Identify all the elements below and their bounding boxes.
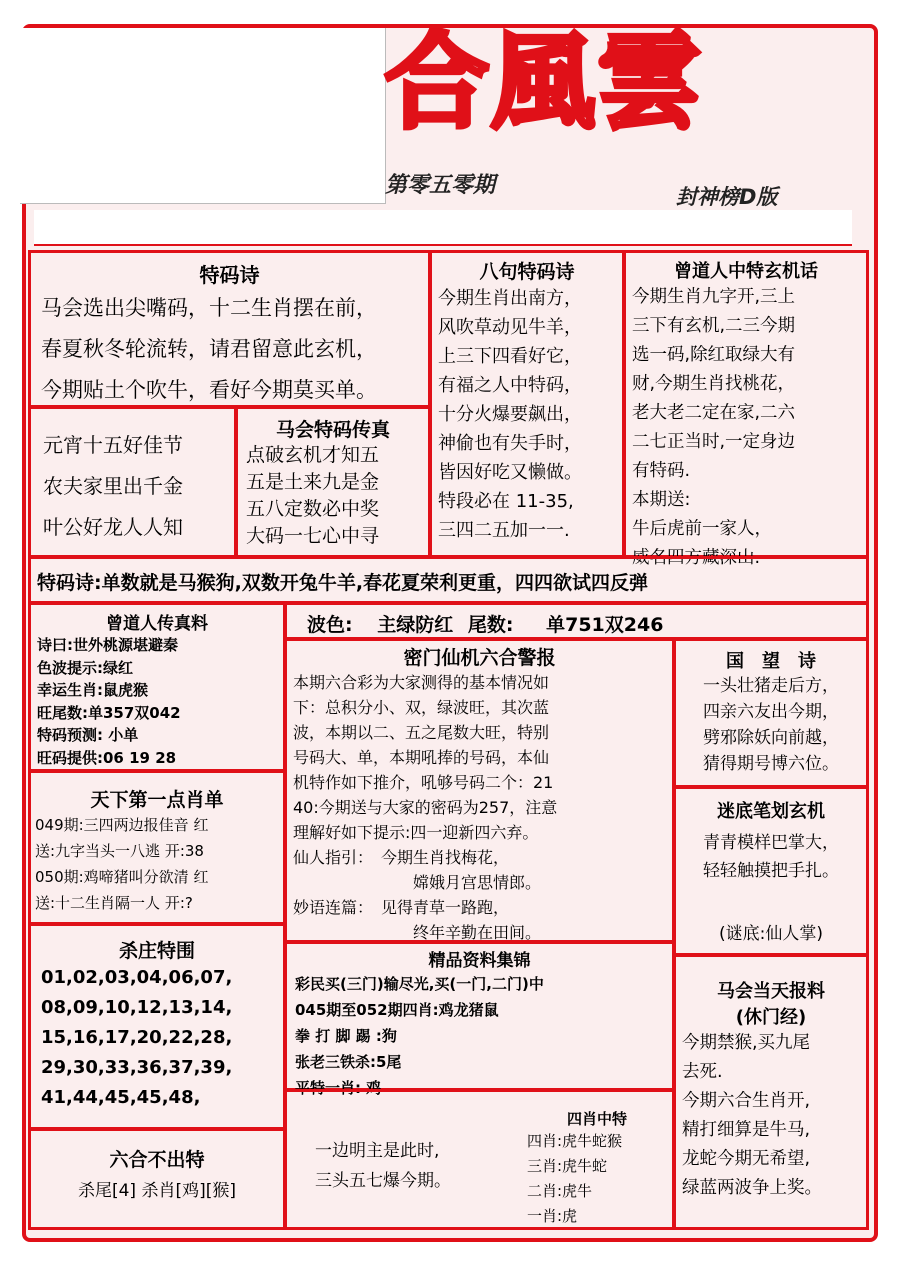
essence-line: 045期至052期四肖:鸡龙猪鼠 xyxy=(295,1001,499,1019)
zeng-daoren-words-line: 有特码. xyxy=(632,461,691,481)
essence-title: 精品资料集锦 xyxy=(428,951,531,971)
secret-gate-line: 本期六合彩为大家测得的基本情况如 xyxy=(293,673,550,692)
horse-report-line: 去死. xyxy=(682,1062,723,1082)
masthead-title: 合風雲 xyxy=(385,20,704,143)
kill-special-line: 08,09,10,12,13,14, xyxy=(41,997,233,1018)
essence-line: 平特一肖: 鸡 xyxy=(295,1079,382,1097)
bottom-poem-line: 三头五七爆今期。 xyxy=(315,1171,451,1191)
horse-fax-line: 五是土来九是金 xyxy=(246,471,380,493)
zeng-fax-line: 色波提示:绿红 xyxy=(37,658,133,677)
riddle-answer: (谜底:仙人掌) xyxy=(719,924,823,944)
eight-line-poem-line: 风吹草动见牛羊， xyxy=(438,317,582,338)
zeng-daoren-words-line: 今期生肖九字开,三上 xyxy=(632,287,796,307)
zeng-daoren-words-line: 老大老二定在家,二六 xyxy=(632,403,796,423)
national-poem-line: 四亲六友出今期， xyxy=(703,702,839,722)
eight-line-poem-line: 今期生肖出南方， xyxy=(438,288,582,309)
edition-label: 封神榜D版 xyxy=(676,185,778,209)
lantern-poem-box xyxy=(28,406,237,558)
zeng-daoren-words-line: 三下有玄机,二三今期 xyxy=(632,316,796,336)
verse-line: 终年辛勤在田间。 xyxy=(413,923,542,942)
special-poem-line: 今期贴土个吹牛，看好今期莫买单。 xyxy=(41,378,377,402)
riddle-title: 迷底笔划玄机 xyxy=(717,801,825,822)
four-zodiac-line: 一肖:虎 xyxy=(527,1207,578,1225)
riddle-line: 轻轻触摸把手扎。 xyxy=(703,861,839,881)
zeng-daoren-words-title: 曾道人中特玄机话 xyxy=(674,261,818,282)
essence-line: 彩民买(三门)输尽光,买(一门,二门)中 xyxy=(295,975,544,993)
eight-line-poem-box xyxy=(429,250,625,558)
lantern-poem-line: 叶公好龙人人知 xyxy=(43,515,183,539)
secret-gate-line: 40:今期送与大家的密码为257，注意 xyxy=(293,798,558,817)
horse-fax-title: 马会特码传真 xyxy=(275,419,390,441)
eight-line-poem-line: 有福之人中特码， xyxy=(438,375,582,396)
zeng-daoren-send-label: 本期送: xyxy=(632,490,691,510)
wave-color-box xyxy=(284,602,869,640)
secret-gate-box xyxy=(284,638,675,943)
horse-fax-line: 五八定数必中奖 xyxy=(246,498,380,520)
horse-report-subtitle: (休门经) xyxy=(735,1007,807,1028)
no-special-line: 杀尾[4] 杀肖[鸡][猴] xyxy=(77,1181,236,1201)
banner-poem-box xyxy=(28,556,869,604)
riddle-line: 青青模样巴掌大， xyxy=(703,833,839,853)
secret-gate-title: 密门仙机六合警报 xyxy=(403,647,556,669)
special-poem-box xyxy=(28,250,431,408)
bottom-center-box xyxy=(284,1089,675,1230)
secret-gate-line: 下：总积分小、双，绿波旺，其次蓝 xyxy=(293,698,550,717)
no-special-title: 六合不出特 xyxy=(109,1149,205,1171)
four-zodiac-line: 二肖:虎牛 xyxy=(527,1182,593,1200)
eight-line-poem-line: 上三下四看好它， xyxy=(438,346,582,367)
zeng-daoren-send-line: 威名四方藏深山. xyxy=(632,548,761,568)
bottom-poem-line: 一边明主是此时, xyxy=(315,1141,440,1161)
lantern-poem-line: 农夫家里出千金 xyxy=(43,474,183,498)
kill-special-line: 29,30,33,36,37,39, xyxy=(41,1057,233,1078)
lantern-poem-line: 元宵十五好佳节 xyxy=(43,433,183,457)
tail-label: 尾数: xyxy=(467,614,514,636)
national-poem-title: 国 望 诗 xyxy=(726,651,816,672)
kill-special-line: 01,02,03,04,06,07, xyxy=(41,967,233,988)
essence-line: 拳 打 脚 踢 :狗 xyxy=(295,1027,397,1045)
special-poem-line: 春夏秋冬轮流转，请君留意此玄机， xyxy=(41,337,377,361)
secret-gate-line: 机特作如下推介，吼够号码二个：21 xyxy=(293,773,554,792)
first-in-world-title: 天下第一点肖单 xyxy=(90,789,224,811)
zeng-daoren-words-line: 财,今期生肖找桃花， xyxy=(632,374,796,394)
horse-report-line: 龙蛇今期无希望, xyxy=(682,1149,811,1169)
zeng-fax-line: 诗曰:世外桃源堪避秦 xyxy=(37,636,178,654)
eight-line-poem-title: 八句特码诗 xyxy=(479,261,575,283)
zeng-fax-line: 幸运生肖:鼠虎猴 xyxy=(37,681,148,699)
national-poem-line: 一头壮猪走后方， xyxy=(703,676,839,696)
issue-number: 第零五零期 xyxy=(385,173,496,198)
essence-line: 张老三铁杀:5尾 xyxy=(295,1053,402,1071)
secret-gate-line: 号码大、单，本期吼捧的号码，本仙 xyxy=(293,748,550,767)
zeng-fax-line: 特码预测: 小单 xyxy=(37,726,139,744)
zeng-fax-line: 旺尾数:单357双042 xyxy=(37,703,181,722)
kill-special-line: 15,16,17,20,22,28, xyxy=(41,1027,233,1048)
horse-report-line: 今期六合生肖开, xyxy=(682,1091,811,1111)
essence-box xyxy=(284,941,675,1097)
four-zodiac-line: 四肖:虎牛蛇猴 xyxy=(527,1132,623,1150)
horse-report-line: 今期禁猴,买九尾 xyxy=(682,1033,811,1053)
special-poem-line: 马会选出尖嘴码，十二生肖摆在前， xyxy=(41,296,377,320)
eight-line-poem-line: 神偷也有失手时， xyxy=(438,433,582,454)
four-zodiac-line: 三肖:虎牛蛇 xyxy=(527,1157,608,1175)
national-poem-box xyxy=(673,638,869,788)
kill-special-box xyxy=(28,923,286,1130)
zeng-fax-box xyxy=(28,602,286,772)
eight-line-poem-line: 十分火爆要飙出， xyxy=(438,404,582,425)
horse-report-line: 绿蓝两波争上奖。 xyxy=(682,1178,822,1198)
horse-report-line: 精打细算是牛马, xyxy=(682,1120,811,1140)
first-in-world-line: 送:九字当头一八逃 开:38 xyxy=(35,842,204,860)
national-poem-line: 猜得期号博六位。 xyxy=(703,754,839,774)
zeng-daoren-send-line: 牛后虎前一家人， xyxy=(632,519,772,539)
kill-special-line: 41,44,45,45,48, xyxy=(41,1087,201,1108)
zeng-daoren-words-box xyxy=(623,250,869,568)
eight-line-poem-line: 特段必在 11-35, xyxy=(438,491,574,512)
first-in-world-box xyxy=(28,770,286,925)
tail-value: 单751双246 xyxy=(546,614,664,636)
header-ribbon xyxy=(34,210,852,246)
verse-line: 见得青草一路跑， xyxy=(381,898,510,917)
horse-fax-line: 点破玄机才知五 xyxy=(246,444,380,466)
national-poem-line: 劈邪除妖向前越， xyxy=(703,728,839,748)
first-in-world-line: 送:十二生肖隔一人 开:? xyxy=(35,894,193,912)
guide-line: 今期生肖找梅花， xyxy=(381,848,510,867)
guide-line: 嫦娥月宫思情郎。 xyxy=(413,873,542,892)
guide-label: 仙人指引： xyxy=(293,848,374,867)
zeng-daoren-words-line: 选一码,除红取绿大有 xyxy=(632,345,796,365)
horse-report-box xyxy=(673,954,869,1230)
eight-line-poem-line: 三四二五加一一. xyxy=(438,520,570,541)
four-zodiac-title: 四肖中特 xyxy=(566,1110,627,1128)
horse-report-title: 马会当天报料 xyxy=(717,981,825,1002)
no-special-box xyxy=(28,1128,286,1230)
wave-value: 主绿防红 xyxy=(377,614,454,636)
first-in-world-line: 049期:三四两边报佳音 红 xyxy=(35,816,209,834)
eight-line-poem-line: 皆因好吃又懒做。 xyxy=(438,462,582,483)
zeng-fax-title: 曾道人传真料 xyxy=(106,614,208,634)
zeng-fax-line: 旺码提供:06 19 28 xyxy=(37,748,177,767)
kill-special-title: 杀庄特围 xyxy=(118,940,195,962)
wave-label: 波色: xyxy=(307,614,353,636)
horse-fax-line: 大码一七心中寻 xyxy=(246,525,380,547)
header-blank-area xyxy=(20,28,386,204)
secret-gate-line: 理解好如下提示:四一迎新四六弃。 xyxy=(293,823,539,842)
verse-label: 妙语连篇： xyxy=(293,898,374,917)
zeng-daoren-words-line: 二七正当时,一定身边 xyxy=(632,432,796,452)
horse-fax-box xyxy=(235,406,431,558)
banner-poem: 特码诗:单数就是马猴狗,双数开兔牛羊,春花夏荣利更重，四四欲试四反弹 xyxy=(37,572,649,594)
riddle-box xyxy=(673,786,869,956)
special-poem-title: 特码诗 xyxy=(199,263,260,287)
secret-gate-line: 波，本期以二、五之尾数大旺，特别 xyxy=(293,723,550,742)
first-in-world-line: 050期:鸡啼猪叫分欲清 红 xyxy=(35,868,209,886)
